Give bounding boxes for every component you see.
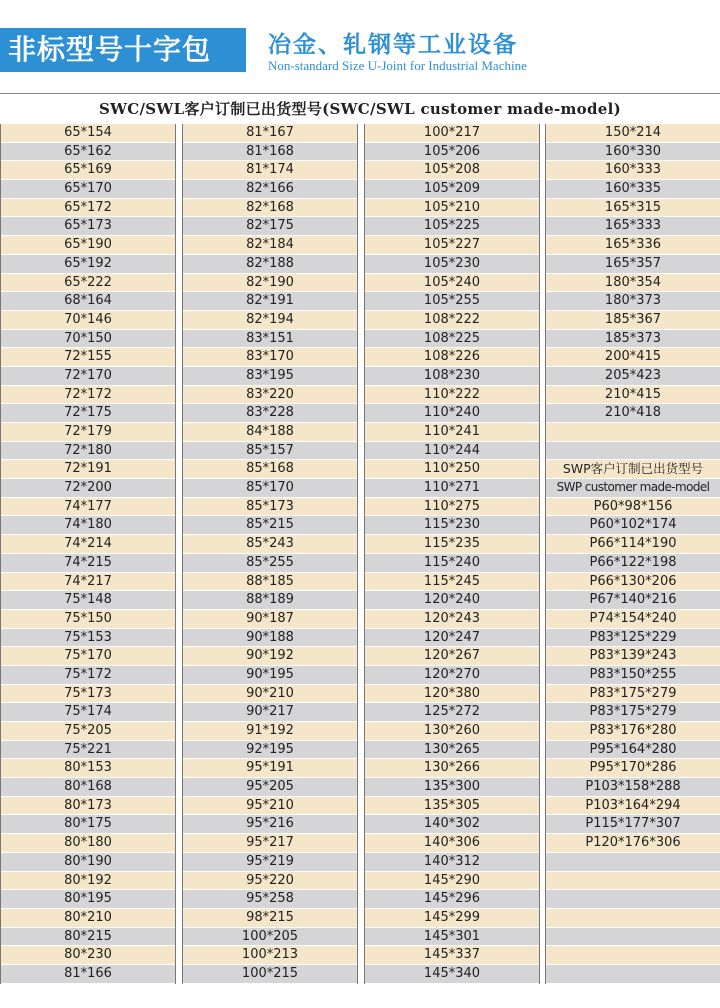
- model-cell: 115*230: [365, 516, 539, 534]
- model-cell: 82*194: [183, 311, 357, 329]
- model-cell: 74*180: [1, 516, 175, 534]
- model-cell: 108*222: [365, 311, 539, 329]
- model-cell: 90*210: [183, 685, 357, 703]
- model-cell: 81*167: [183, 124, 357, 142]
- model-cell: 90*187: [183, 610, 357, 628]
- model-cell: 80*195: [1, 890, 175, 908]
- model-cell: 84*188: [183, 423, 357, 441]
- model-cell: 105*206: [365, 143, 539, 161]
- model-cell: 75*153: [1, 629, 175, 647]
- model-cell: 90*192: [183, 647, 357, 665]
- model-cell: 72*200: [1, 479, 175, 497]
- model-cell: 145*301: [365, 928, 539, 946]
- model-cell: P103*158*288: [546, 778, 720, 796]
- category-badge: 非标型号十字包: [0, 28, 246, 72]
- model-cell: 185*373: [546, 330, 720, 348]
- model-cell: 200*415: [546, 348, 720, 366]
- model-cell: 92*195: [183, 741, 357, 759]
- section-subtitle: 冶金、轧钢等工业设备: [268, 32, 518, 58]
- model-cell: 110*275: [365, 498, 539, 516]
- model-cell: 165*333: [546, 217, 720, 235]
- model-cell: 65*192: [1, 255, 175, 273]
- model-cell: 72*170: [1, 367, 175, 385]
- model-cell: 83*220: [183, 386, 357, 404]
- model-cell: 65*154: [1, 124, 175, 142]
- model-cell: 110*240: [365, 404, 539, 422]
- model-cell: 85*215: [183, 516, 357, 534]
- table-column-2: [182, 124, 358, 984]
- model-cell: 80*230: [1, 946, 175, 964]
- model-cell: 70*146: [1, 311, 175, 329]
- model-cell: 85*157: [183, 442, 357, 460]
- model-cell: 120*247: [365, 629, 539, 647]
- model-cell: 80*180: [1, 834, 175, 852]
- model-cell: 85*255: [183, 554, 357, 572]
- model-cell: 72*191: [1, 460, 175, 478]
- model-cell: P60*102*174: [546, 516, 720, 534]
- model-cell: P60*98*156: [546, 498, 720, 516]
- model-cell: 74*177: [1, 498, 175, 516]
- model-cell: 105*225: [365, 217, 539, 235]
- model-cell: P83*175*279: [546, 703, 720, 721]
- model-cell: 205*423: [546, 367, 720, 385]
- model-cell: 115*235: [365, 535, 539, 553]
- model-cell: 120*243: [365, 610, 539, 628]
- model-cell: SWP customer made-model: [546, 479, 720, 497]
- model-cell: 165*357: [546, 255, 720, 273]
- model-cell: 110*241: [365, 423, 539, 441]
- model-cell: 120*380: [365, 685, 539, 703]
- model-cell: 145*340: [365, 965, 539, 983]
- model-cell: P95*170*286: [546, 759, 720, 777]
- model-cell: 80*168: [1, 778, 175, 796]
- model-cell: P83*176*280: [546, 722, 720, 740]
- model-cell: 81*168: [183, 143, 357, 161]
- model-cell: 108*230: [365, 367, 539, 385]
- model-cell: 135*300: [365, 778, 539, 796]
- model-cell: 75*221: [1, 741, 175, 759]
- model-cell: 80*192: [1, 872, 175, 890]
- model-cell: 185*367: [546, 311, 720, 329]
- model-cell: 82*191: [183, 292, 357, 310]
- model-cell: 81*166: [1, 965, 175, 983]
- model-cell: P103*164*294: [546, 797, 720, 815]
- model-cell: 120*270: [365, 666, 539, 684]
- section-subtitle-english: Non-standard Size U-Joint for Industrial Machine: [268, 58, 527, 73]
- model-cell: 65*190: [1, 236, 175, 254]
- model-cell: 110*244: [365, 442, 539, 460]
- model-cell: P95*164*280: [546, 741, 720, 759]
- model-cell: 72*155: [1, 348, 175, 366]
- table-title: SWC/SWL客户订制已出货型号(SWC/SWL customer made-model): [99, 100, 621, 118]
- model-cell: 82*168: [183, 199, 357, 217]
- empty-cell: [546, 442, 720, 460]
- model-cell: 110*250: [365, 460, 539, 478]
- model-cell: 110*222: [365, 386, 539, 404]
- model-cell: 100*205: [183, 928, 357, 946]
- model-cell: 85*168: [183, 460, 357, 478]
- empty-cell: [546, 965, 720, 983]
- model-cell: 145*290: [365, 872, 539, 890]
- model-cell: 80*173: [1, 797, 175, 815]
- model-cell: 145*337: [365, 946, 539, 964]
- model-cell: 100*215: [183, 965, 357, 983]
- model-cell: 150*214: [546, 124, 720, 142]
- model-cell: 75*170: [1, 647, 175, 665]
- model-cell: 74*215: [1, 554, 175, 572]
- model-cell: 82*175: [183, 217, 357, 235]
- model-cell: 80*190: [1, 853, 175, 871]
- model-cell: 65*222: [1, 274, 175, 292]
- model-cell: 160*335: [546, 180, 720, 198]
- model-cell: 95*210: [183, 797, 357, 815]
- model-cell: 160*330: [546, 143, 720, 161]
- model-cell: P83*139*243: [546, 647, 720, 665]
- model-cell: SWP客户订制已出货型号: [546, 460, 720, 478]
- model-cell: 75*150: [1, 610, 175, 628]
- model-cell: 82*188: [183, 255, 357, 273]
- model-cell: 95*258: [183, 890, 357, 908]
- model-cell: 130*265: [365, 741, 539, 759]
- model-cell: 145*299: [365, 909, 539, 927]
- model-cell: 160*333: [546, 161, 720, 179]
- model-cell: 95*220: [183, 872, 357, 890]
- model-cell: 74*217: [1, 573, 175, 591]
- empty-cell: [546, 853, 720, 871]
- model-cell: 75*174: [1, 703, 175, 721]
- model-cell: 80*210: [1, 909, 175, 927]
- model-cell: 130*260: [365, 722, 539, 740]
- model-cell: 65*162: [1, 143, 175, 161]
- model-cell: 105*230: [365, 255, 539, 273]
- model-cell: 140*306: [365, 834, 539, 852]
- model-cell: 83*195: [183, 367, 357, 385]
- model-cell: 105*255: [365, 292, 539, 310]
- empty-cell: [546, 872, 720, 890]
- model-cell: 98*215: [183, 909, 357, 927]
- model-cell: 72*179: [1, 423, 175, 441]
- model-cell: 95*205: [183, 778, 357, 796]
- model-cell: 85*170: [183, 479, 357, 497]
- model-table: [0, 93, 720, 989]
- model-cell: 115*245: [365, 573, 539, 591]
- empty-cell: [546, 423, 720, 441]
- table-column-4: [545, 124, 720, 984]
- model-cell: 100*217: [365, 124, 539, 142]
- model-cell: 82*184: [183, 236, 357, 254]
- model-cell: 95*216: [183, 815, 357, 833]
- model-cell: 82*166: [183, 180, 357, 198]
- model-cell: 75*173: [1, 685, 175, 703]
- table-column-1: [0, 124, 176, 984]
- model-cell: P120*176*306: [546, 834, 720, 852]
- model-cell: 74*214: [1, 535, 175, 553]
- model-cell: 90*195: [183, 666, 357, 684]
- model-cell: 88*189: [183, 591, 357, 609]
- model-cell: 105*240: [365, 274, 539, 292]
- model-cell: P83*175*279: [546, 685, 720, 703]
- model-cell: 100*213: [183, 946, 357, 964]
- model-cell: 95*217: [183, 834, 357, 852]
- model-cell: 80*215: [1, 928, 175, 946]
- model-cell: 130*266: [365, 759, 539, 777]
- model-cell: 85*173: [183, 498, 357, 516]
- model-cell: 105*227: [365, 236, 539, 254]
- model-cell: 85*243: [183, 535, 357, 553]
- page-header: [0, 0, 720, 88]
- model-cell: 81*174: [183, 161, 357, 179]
- model-cell: 140*302: [365, 815, 539, 833]
- model-cell: 65*170: [1, 180, 175, 198]
- empty-cell: [546, 928, 720, 946]
- model-cell: 120*267: [365, 647, 539, 665]
- model-cell: 75*172: [1, 666, 175, 684]
- model-cell: P67*140*216: [546, 591, 720, 609]
- model-cell: 65*169: [1, 161, 175, 179]
- model-cell: 135*305: [365, 797, 539, 815]
- model-cell: 210*415: [546, 386, 720, 404]
- model-cell: 165*336: [546, 236, 720, 254]
- model-cell: 83*151: [183, 330, 357, 348]
- model-cell: 65*172: [1, 199, 175, 217]
- model-cell: 110*271: [365, 479, 539, 497]
- model-cell: 210*418: [546, 404, 720, 422]
- model-cell: P66*114*190: [546, 535, 720, 553]
- model-cell: 90*188: [183, 629, 357, 647]
- model-cell: 75*205: [1, 722, 175, 740]
- model-cell: 88*185: [183, 573, 357, 591]
- model-cell: 75*148: [1, 591, 175, 609]
- model-cell: 120*240: [365, 591, 539, 609]
- model-cell: 108*226: [365, 348, 539, 366]
- model-cell: P83*125*229: [546, 629, 720, 647]
- model-cell: P115*177*307: [546, 815, 720, 833]
- empty-cell: [546, 946, 720, 964]
- model-cell: 72*172: [1, 386, 175, 404]
- model-cell: 115*240: [365, 554, 539, 572]
- table-column-3: [364, 124, 540, 984]
- model-cell: 83*170: [183, 348, 357, 366]
- empty-cell: [546, 909, 720, 927]
- model-cell: 180*373: [546, 292, 720, 310]
- model-cell: 83*228: [183, 404, 357, 422]
- model-cell: 80*175: [1, 815, 175, 833]
- model-cell: P83*150*255: [546, 666, 720, 684]
- model-cell: 80*153: [1, 759, 175, 777]
- model-cell: 72*175: [1, 404, 175, 422]
- model-cell: 95*219: [183, 853, 357, 871]
- empty-cell: [546, 890, 720, 908]
- model-cell: P74*154*240: [546, 610, 720, 628]
- model-cell: 65*173: [1, 217, 175, 235]
- model-cell: 145*296: [365, 890, 539, 908]
- model-cell: 95*191: [183, 759, 357, 777]
- model-cell: 140*312: [365, 853, 539, 871]
- model-cell: 180*354: [546, 274, 720, 292]
- model-cell: 70*150: [1, 330, 175, 348]
- model-cell: P66*122*198: [546, 554, 720, 572]
- model-cell: 108*225: [365, 330, 539, 348]
- model-cell: 105*209: [365, 180, 539, 198]
- model-cell: 105*208: [365, 161, 539, 179]
- model-cell: 125*272: [365, 703, 539, 721]
- model-cell: 90*217: [183, 703, 357, 721]
- model-cell: P66*130*206: [546, 573, 720, 591]
- model-cell: 165*315: [546, 199, 720, 217]
- model-cell: 82*190: [183, 274, 357, 292]
- model-cell: 72*180: [1, 442, 175, 460]
- model-cell: 105*210: [365, 199, 539, 217]
- model-cell: 68*164: [1, 292, 175, 310]
- model-cell: 91*192: [183, 722, 357, 740]
